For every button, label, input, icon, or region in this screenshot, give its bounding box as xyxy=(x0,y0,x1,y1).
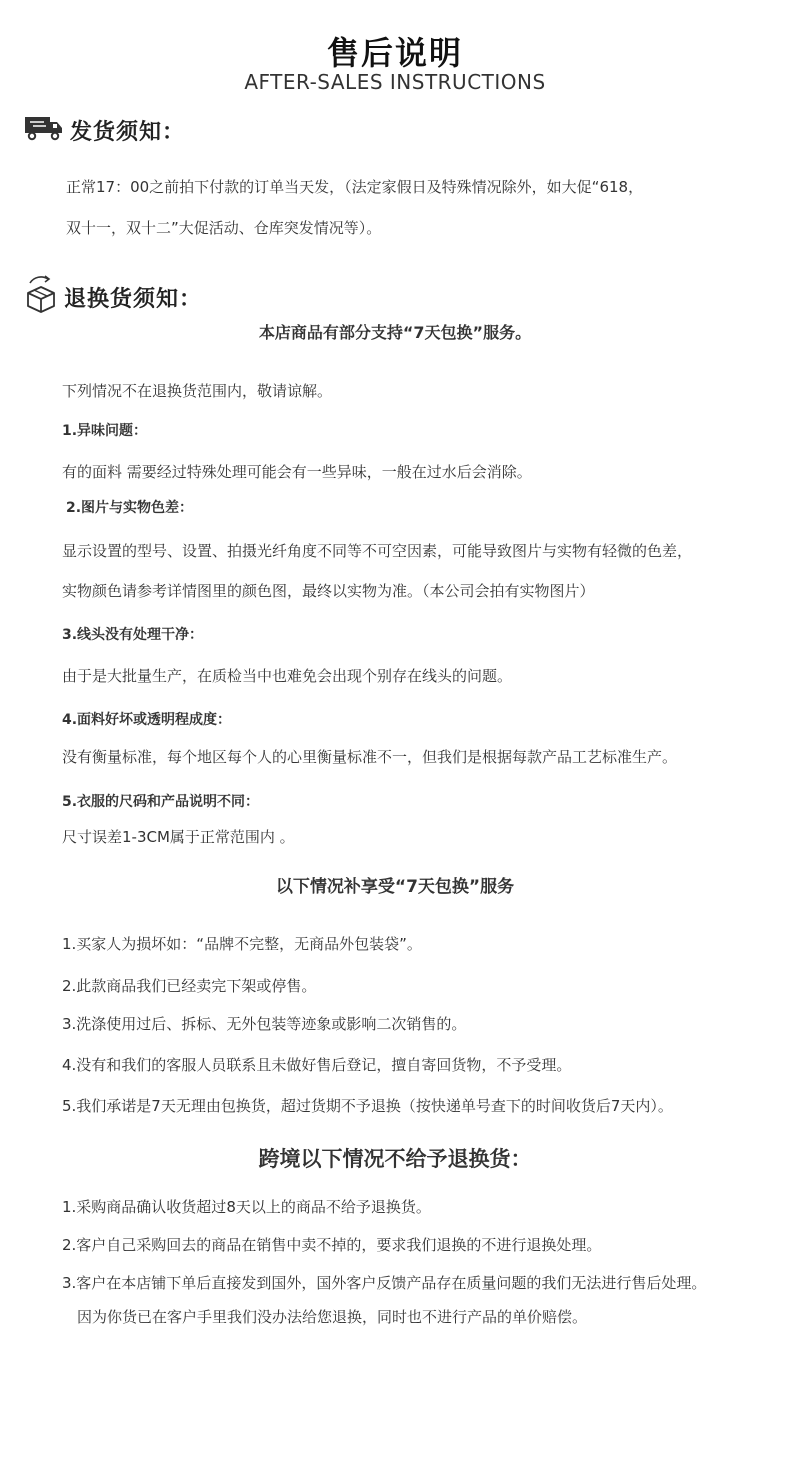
return-item-text: 实物颜色请参考详情图里的颜色图，最终以实物为准。（本公司会拍有实物图片） xyxy=(62,582,595,600)
return-item-title: 1.异味问题： xyxy=(62,423,148,439)
shipping-text-line-2: 双十一，双十二”大促活动、仓库突发情况等）。 xyxy=(66,219,382,237)
box-return-icon xyxy=(24,275,58,313)
return-item-title: 4.面料好坏或透明程成度： xyxy=(62,712,232,728)
cross-border-item: 2.客户自己采购回去的商品在销售中卖不掉的，要求我们退换的不进行退换处理。 xyxy=(62,1236,602,1254)
no-service-item: 2.此款商品我们已经卖完下架或停售。 xyxy=(62,977,317,995)
truck-icon xyxy=(24,115,64,141)
shipping-text-line-1: 正常17：00之前拍下付款的订单当天发，（法定家假日及特殊情况除外，如大促“618， xyxy=(66,178,644,196)
no-service-item: 1.买家人为损坏如：“品牌不完整，无商品外包装袋”。 xyxy=(62,935,422,953)
return-item-title: 5.衣服的尺码和产品说明不同： xyxy=(62,794,260,810)
return-item-title: 3.线头没有处理干净： xyxy=(62,627,204,643)
return-item-title: 2.图片与实物色差： xyxy=(66,500,194,516)
return-item-text: 没有衡量标准，每个地区每个人的心里衡量标准不一，但我们是根据每款产品工艺标准生产。 xyxy=(62,748,678,766)
page-subtitle: AFTER-SALES INSTRUCTIONS xyxy=(244,70,546,94)
page-title: 售后说明 xyxy=(326,34,463,72)
cross-border-heading: 跨境以下情况不给予退换货： xyxy=(258,1147,532,1171)
returns-heading: 退换货须知： xyxy=(64,287,203,312)
shipping-heading: 发货须知： xyxy=(70,120,186,145)
no-service-heading: 以下情况补享受“7天包换”服务 xyxy=(275,877,515,897)
return-item-text: 有的面料 需要经过特殊处理可能会有一些异味，一般在过水后会消除。 xyxy=(62,463,532,481)
cross-border-item: 因为你货已在客户手里我们没办法给您退换，同时也不进行产品的单价赔偿。 xyxy=(77,1308,588,1326)
cross-border-item: 1.采购商品确认收货超过8天以上的商品不给予退换货。 xyxy=(62,1198,431,1216)
return-item-text: 尺寸误差1-3CM属于正常范围内 。 xyxy=(62,828,295,846)
no-service-item: 5.我们承诺是7天无理由包换货，超过货期不予退换（按快递单号查下的时间收货后7天内）。 xyxy=(62,1097,673,1115)
returns-support-line: 本店商品有部分支持“7天包换”服务。 xyxy=(258,323,532,342)
no-service-item: 4.没有和我们的客服人员联系且未做好售后登记，擅自寄回货物，不予受理。 xyxy=(62,1056,572,1074)
returns-intro: 下列情况不在退换货范围内，敬请谅解。 xyxy=(62,382,333,400)
cross-border-item: 3.客户在本店铺下单后直接发到国外，国外客户反馈产品存在质量问题的我们无法进行售后处理。 xyxy=(62,1274,707,1292)
no-service-item: 3.洗涤使用过后、拆标、无外包装等迹象或影响二次销售的。 xyxy=(62,1015,467,1033)
return-item-text: 显示设置的型号、设置、拍摄光纤角度不同等不可空因素，可能导致图片与实物有轻微的色差， xyxy=(62,542,693,560)
return-item-text: 由于是大批量生产，在质检当中也难免会出现个别存在线头的问题。 xyxy=(62,667,513,685)
